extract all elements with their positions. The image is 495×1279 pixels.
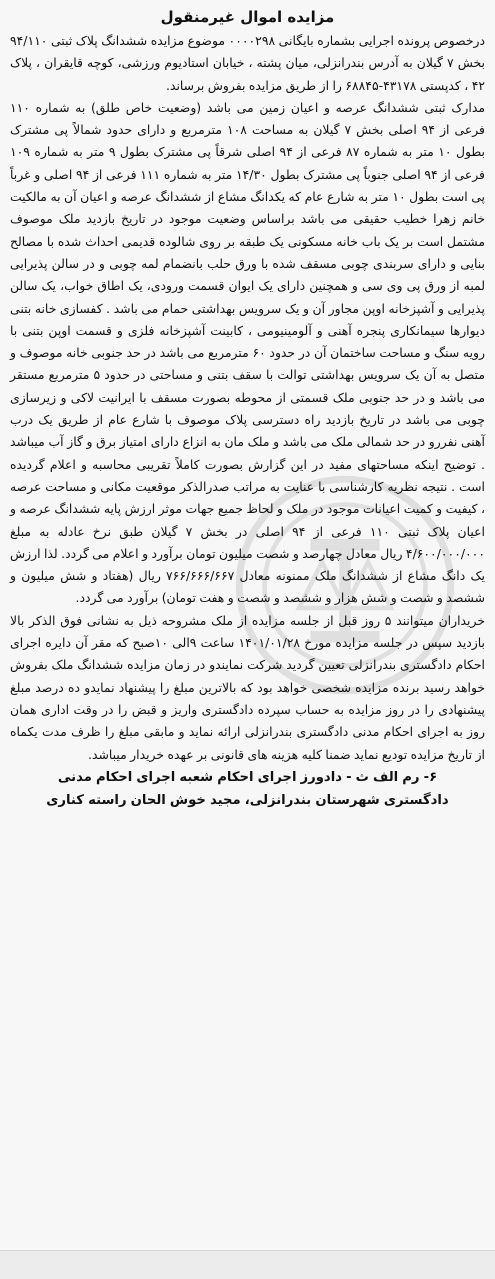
signature-line-1: ۶- رم الف ث - دادورز اجرای احکام شعبه اجرای احکام مدنی	[57, 769, 438, 785]
signature-line-2: دادگستری شهرستان بندرانزلی، مجید خوش الحان راسته کناری	[46, 792, 449, 808]
page-bottom-strip	[0, 1250, 495, 1279]
notice-intro-paragraph: درخصوص پرونده اجرایی بشماره بایگانی ۰۰۰۰۲۹۸ موضوع مزایده ششدانگ پلاک ثبتی ۹۴/۱۱۰ بخش ۷ گیلان به آدرس بندرانزلی، میان پشته ، خیابان استادیوم ورزشی، کوچه قایقران ، پلاک ۴۲ ، کدپستی ۴۳۱۷۸-۶۸۸۴۵ را از طریق مزایده بفروش برساند.	[10, 33, 486, 93]
property-description-paragraph: مدارک ثبتی ششدانگ عرصه و اعیان زمین می باشد (وضعیت خاص طلق) به شماره ۱۱۰ فرعی از ۹۴ اصلی بخش ۷ گیلان به مساحت ۱۰۸ مترمربع و دارای حدود شمالاً پی مشترک بطول ۱۰ متر به شماره ۸۷ فرعی از ۹۴ اصلی شرقاً پی مشترک بطول ۹ متر به شماره ۱۰۹ فرعی از ۹۴ اصلی جنوباً پی مشترک بطول ۱۴/۳۰ متر به شماره ۱۱۱ فرعی از ۹۴ اصلی و غرباً پی است بطول ۱۰ متر به شارع عام که یکدانگ مشاع از ششدانگ عرصه و اعیان آن به مالکیت خانم زهرا خطیب حقیقی می باشد براساس وضعیت موجود در تاریخ بازدید ملک موصوف مشتمل است بر یک باب خانه مسکونی یک طبقه بر روی شالوده قدیمی احداث شده با مصالح بنایی و دارای سربندی چوبی مسقف شده با ورق حلب بانضمام لمه چوبی و در سالن پذیرایی لمبه از ورق پی وی سی و همچنین دارای یک ایوان قسمت ورودی، یک اطاق خواب، یک سالن پذیرایی و آشپزخانه اوپن مجاور آن و یک سرویس بهداشتی حمام می باشد . کفسازی خانه بتنی دیوارها سیمانکاری پنجره آهنی و آلومینیومی ، کابینت آشپزخانه فلزی و قسمت اوپن بتنی با رویه سنگ و مساحت ساختمان آن در حدود ۶۰ مترمربع می باشد در حد جنوبی خانه موصوف و متصل به آن یک سرویس بهداشتی توالت با سقف بتنی و مساحتی در حدود ۵ مترمربع مستقر می باشد و در حد جنوبی ملک قسمتی از محوطه بصورت مسقف با ایرانیت لاکی و زیرسازی چوبی می باشد در تاریخ بازدید راه دسترسی پلاک موصوف با شارع عام از طریق یک درب آهنی نفررو در حد شمالی ملک می باشد و ملک مان به انزاع دارای امتیاز برق و گاز آب میباشد . توضیح اینکه مساحتهای مفید در این گزارش بصورت کاملاً تقریبی محاسبه و اعلام گردیده است . نتیجه نظریه کارشناسی با عنایت به مراتب صدرالذکر موقعیت مکانی و مساحت عرصه ، کیفیت و کمیت اعیانات موجود در ملک و لحاظ جمیع جهات موثر ارزش پایه ششدانگ عرصه و اعیان پلاک ثبتی ۱۱۰ فرعی از ۹۴ اصلی در بخش ۷ گیلان طبق نرخ عادله به مبلغ ۴/۶۰۰/۰۰۰/۰۰۰ ریال معادل چهارصد و شصت میلیون تومان برآورد و اعلام می گردد. لذا ارزش یک دانگ مشاع از ششدانگ ملک ممنونه معادل ۷۶۶/۶۶۶/۶۶۷ ریال (هفتاد و شش میلیون و ششصد و شصت و شش هزار و ششصد و شصت و هفت تومان) برآورد می گردد.	[10, 99, 485, 606]
notice-title: مزایده اموال غیرمنقول	[160, 8, 335, 26]
auction-terms-paragraph: خریداران میتوانند ۵ روز قبل از جلسه مزایده از ملک مشروحه ذیل به نشانی فوق الذکر بالا بازدید سپس در جلسه مزایده مورخ ۱۴۰۱/۰۱/۲۸ ساعت ۹الی ۱۰صبح که مقر آن دایره اجرای احکام دادگستری بندرانزلی تعیین گردید شرکت نمایندو در زمان مزایده ششدانگ ملک بفروش خواهد رسید برنده مزایده شخصی خواهد بود که بالاترین مبلغ را پیشنهاد نمایدو ده درصد مبلغ پیشنهادی را در روز مزایده به حساب سپرده دادگستری واریز و قبض را در وقت اداری همان روز به اجرای احکام مدنی دادگستری بندرانزلی ارائه نماید و مابقی مبلغ را ظرف مدت یکماه از تاریخ مزایده تودیع نماید ضمنا کلیه هزینه های قانونی بر عهده خریدار میباشد.	[10, 612, 486, 762]
